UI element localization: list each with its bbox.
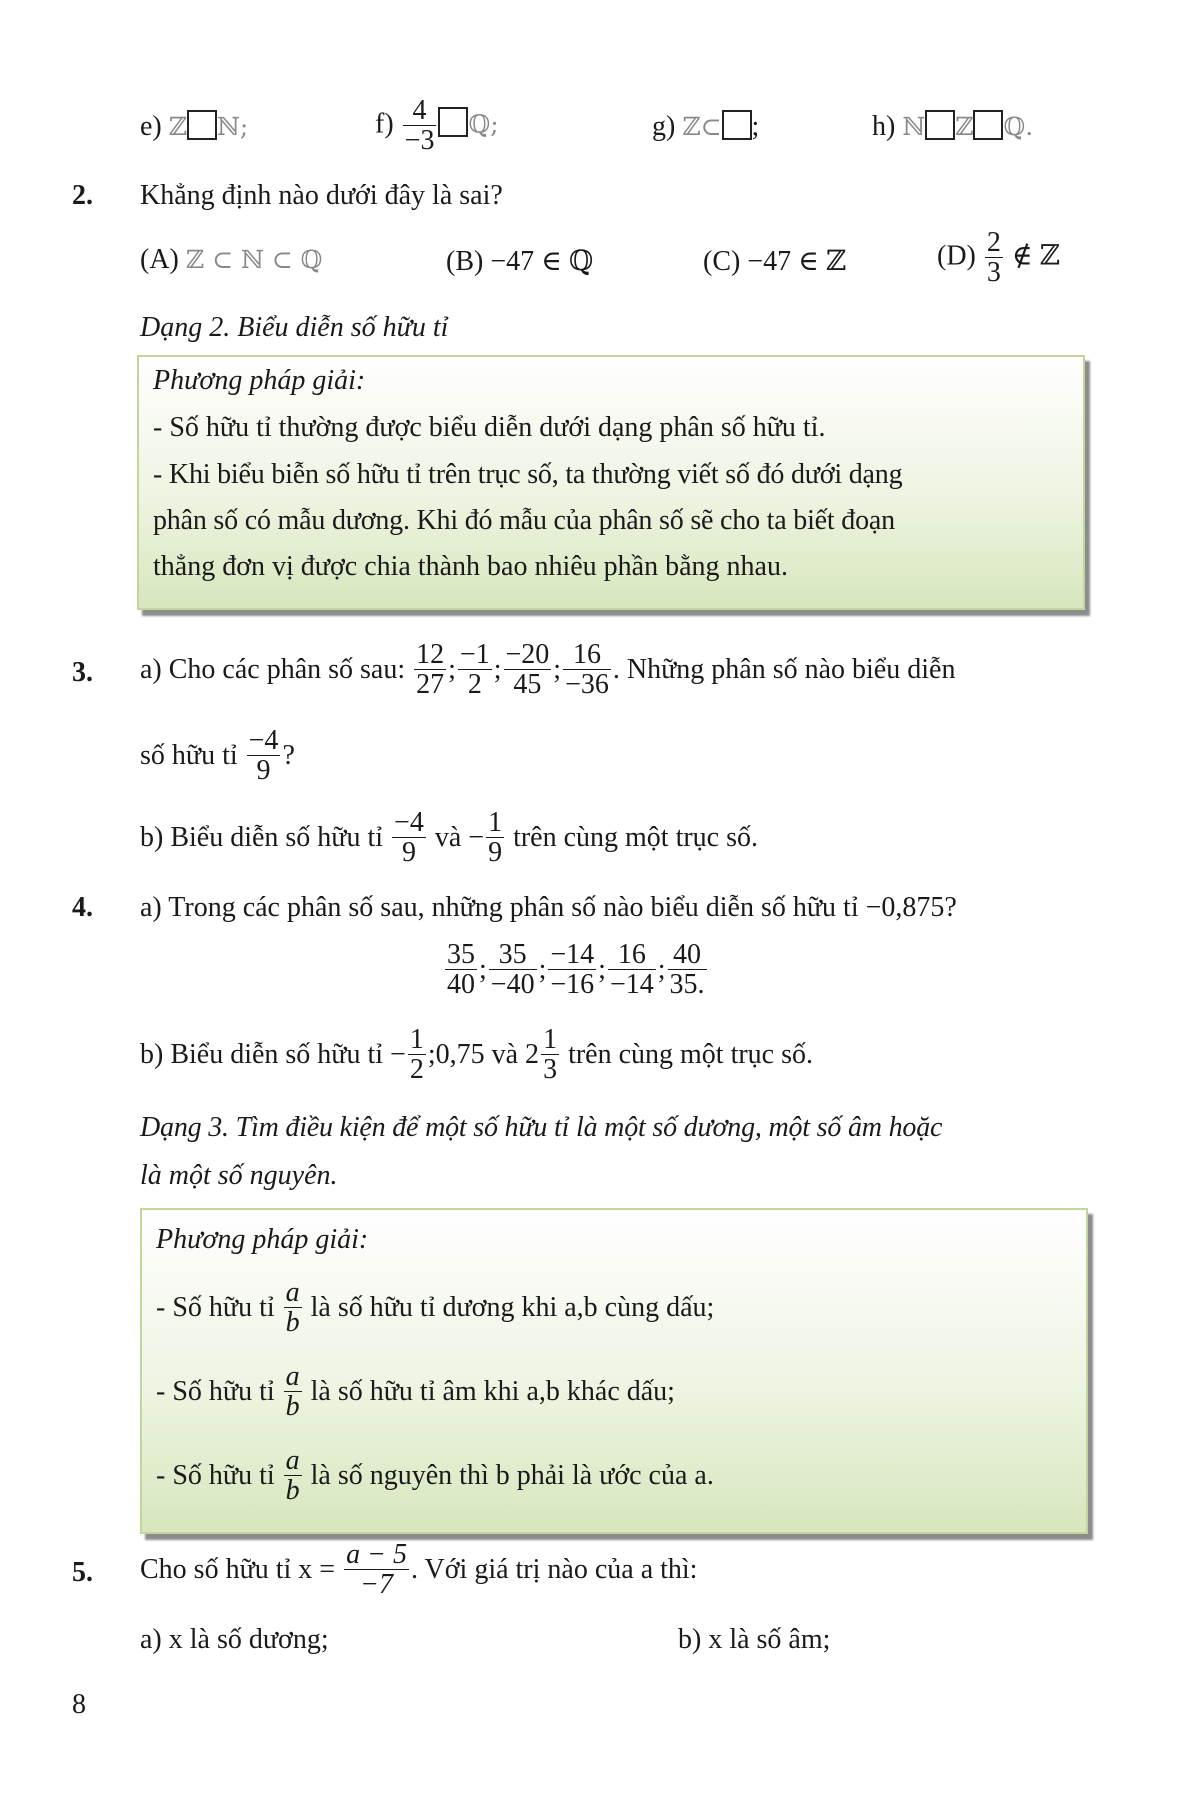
page-number: 8 [72,1689,86,1720]
q3-f4-den: −36 [565,669,609,701]
q3-f2-den: 2 [467,669,482,701]
q3-part-a-line-2 [140,726,295,786]
q3-fraction-4 [563,640,611,700]
q1-f-num: 4 [403,96,437,126]
q3-b-f1-num: −4 [394,807,424,838]
q1-f-den: −3 [404,125,435,157]
q1-item-g [652,110,759,143]
q3-fraction-3 [504,640,552,700]
dang2-method-line-2: - Khi biểu biễn số hữu tỉ trên trục số, ta thường viết số đó dưới dạng [153,459,903,490]
q1-h-label: h) [872,111,896,142]
q4-fraction-3 [548,940,596,1000]
q1-g-semicolon: ; [751,111,760,142]
dang3-rule-3-fraction [284,1446,302,1506]
q3-target-den: 9 [256,755,271,787]
q3-a-line2-suffix: ? [282,739,295,771]
q3-number: 3. [72,657,93,688]
q2-option-b [446,244,593,278]
q4-f4-den: −14 [609,969,654,1001]
q1-f-label: f) [375,108,394,140]
q4-b-mid: ;0,75 và 2 [427,1038,540,1070]
q3-fraction-1 [414,640,446,700]
q4-f1-den: 40 [447,969,475,1001]
q4-number: 4. [72,892,93,923]
dang3-rule-3-prefix: - Số hữu tỉ [156,1459,275,1491]
q2-d-num: 2 [986,227,1001,258]
dang3-title-line-1: Dạng 3. Tìm điều kiện để một số hữu tỉ là một số dương, một số âm hoặc [140,1112,943,1143]
q5-statement [140,1540,697,1600]
q3-b-f2-den: 9 [488,837,503,869]
q4-fraction-1 [445,940,477,1000]
q3-target-fraction [247,726,281,786]
dang3-rule-1-prefix: - Số hữu tỉ [156,1291,275,1323]
dang3-rule-2-prefix: - Số hữu tỉ [156,1375,275,1407]
dang3-r1-den: b [285,1307,300,1339]
q3-a-line2-prefix: số hữu tỉ [140,739,238,771]
q4-b-suffix: trên cùng một trục số. [568,1038,814,1070]
q5-prefix: Cho số hữu tỉ x = [140,1553,336,1585]
dang3-rule-1 [156,1278,714,1338]
q4-f3-num: −14 [550,939,595,970]
dang3-r3-num: a [285,1445,300,1476]
q1-g-set-a: ℤ⊂ [682,112,722,141]
dang3-rule-1-fraction [284,1278,302,1338]
q4-b-f1-den: 2 [409,1054,424,1086]
q2-option-d-fraction [985,228,1003,288]
q2-option-a-label: (A) [140,244,179,275]
q3-b-fraction-1 [392,808,426,868]
dang3-rule-3-suffix: là số nguyên thì b phải là ước của a. [310,1459,714,1491]
dang3-rule-3 [156,1446,714,1506]
dang3-title-line-2: là một số nguyên. [140,1160,338,1191]
q5-suffix: . Với giá trị nào của a thì: [411,1553,698,1585]
q5-fraction [344,1540,409,1600]
q4-b-fraction-1 [408,1025,426,1085]
q4-b-f2-den: 3 [543,1054,558,1086]
q1-e-set-a: ℤ [168,112,188,141]
q1-f-fraction [403,96,437,156]
q4-f5-den: 35. [669,969,705,1001]
q2-option-c-label: (C) [703,246,741,277]
q3-a-prefix: a) Cho các phân số sau: [140,653,406,685]
q3-fraction-2 [458,640,492,700]
dang2-method-title: Phương pháp giải: [153,365,366,396]
q3-f3-num: −20 [505,639,550,670]
q3-b-and: và − [434,821,485,853]
q2-option-d-text: ∉ ℤ [1011,240,1061,272]
q1-item-e [140,110,248,143]
q1-f-answer-box[interactable] [438,107,468,137]
q1-f-set-b: ℚ; [468,109,499,139]
dang3-r1-num: a [285,1277,300,1308]
q3-f4-num: 16 [563,640,611,670]
q4-fraction-4 [608,940,656,1000]
dang3-method-box [140,1208,1088,1534]
q2-option-c-text: −47 ∈ ℤ [747,246,847,277]
dang2-method-box [137,355,1085,610]
q4-part-b [140,1025,813,1085]
q4-b-prefix: b) Biểu diễn số hữu tỉ − [140,1038,406,1070]
q4-b-f1-num: 1 [409,1024,424,1055]
q3-f1-den: 27 [416,669,445,701]
q3-part-a-line-1: a) Cho các phân số sau: $\frac{12}{27}$ ; $\frac{-1}{2}$ ; $\frac{-20}{45}$ ; $\frac{16}{-36}$ . Những phân số nào biểu diễn [140,639,956,701]
q5-frac-den: −7 [360,1569,394,1601]
dang3-rule-2-suffix: là số hữu tỉ âm khi a,b khác dấu; [310,1375,675,1407]
q4-fraction-2 [489,940,537,1000]
q1-h-set-b: ℤ [955,112,974,141]
q1-e-set-b: ℕ; [217,112,249,141]
q1-item-f [375,96,499,156]
q4-f5-num: 40 [668,940,707,970]
q3-part-b [140,808,758,868]
q3-f1-num: 12 [416,639,445,670]
q5-frac-num: a − 5 [346,1539,408,1570]
q4-b-f2-num: 1 [543,1024,558,1055]
q3-target-num: −4 [248,725,279,756]
q2-option-d [937,228,1060,288]
q3-b-f2-num: 1 [488,807,503,838]
q4-f3-den: −16 [550,969,595,1001]
dang3-r3-den: b [285,1475,300,1507]
dang2-method-line-4: thẳng đơn vị được chia thành bao nhiêu phần bằng nhau. [153,551,788,582]
q2-option-d-label: (D) [937,240,976,272]
q2-option-a [140,244,322,276]
q2-option-a-text: ℤ ⊂ ℕ ⊂ ℚ [185,245,323,274]
q3-b-fraction-2 [486,808,504,868]
dang3-r2-num: a [285,1361,300,1392]
q4-part-a: a) Trong các phân số sau, những phân số nào biểu diễn số hữu tỉ −0,875? [140,892,957,923]
q4-f2-num: 35 [489,940,537,970]
q4-b-fraction-2 [541,1025,559,1085]
q1-e-label: e) [140,111,162,142]
q1-h-answer-box-2[interactable] [973,110,1003,140]
q2-question: Khẳng định nào dưới đây là sai? [140,180,503,211]
q4-f1-num: 35 [447,939,475,970]
q5-part-b: b) x là số âm; [678,1624,831,1655]
q1-h-set-a: ℕ [902,112,926,141]
q1-h-set-c: ℚ. [1003,112,1034,141]
q4-f2-den: −40 [490,969,535,1001]
q1-item-h [872,110,1033,143]
q1-e-answer-box[interactable] [187,110,217,140]
q4-fraction-list: $\frac{35}{40}$ ; $\frac{35}{-40}$ ; $\frac{-14}{-16}$ ; $\frac{16}{-14}$ ; $\frac{40}{35.}$ [447,939,705,1001]
q2-option-b-label: (B) [446,246,484,277]
dang3-rule-2 [156,1362,675,1422]
q4-fraction-5 [668,940,707,1000]
q1-g-label: g) [652,111,676,142]
q3-f3-den: 45 [513,669,542,701]
dang3-rule-1-suffix: là số hữu tỉ dương khi a,b cùng dấu; [310,1291,715,1323]
q3-a-suffix: . Những phân số nào biểu diễn [612,653,956,685]
dang2-title: Dạng 2. Biểu diễn số hữu tỉ [140,312,449,343]
q2-option-b-text: −47 ∈ ℚ [490,246,594,277]
q2-option-c [703,244,846,278]
dang3-r2-den: b [285,1391,300,1423]
q4-f4-num: 16 [608,940,656,970]
dang3-rule-2-fraction [284,1362,302,1422]
q1-h-answer-box-1[interactable] [925,110,955,140]
q3-b-prefix: b) Biểu diễn số hữu tỉ [140,821,384,853]
q2-number: 2. [72,180,93,211]
q5-number: 5. [72,1557,93,1588]
q2-d-den: 3 [986,257,1001,289]
q5-part-a: a) x là số dương; [140,1624,329,1655]
q3-f2-num: −1 [459,639,490,670]
dang2-method-line-3: phân số có mẫu dương. Khi đó mẫu của phân số sẽ cho ta biết đoạn [153,505,895,536]
dang2-method-line-1: - Số hữu tỉ thường được biểu diễn dưới dạng phân số hữu tỉ. [153,412,826,443]
q1-g-answer-box[interactable] [722,110,752,140]
q3-b-f1-den: 9 [401,837,416,869]
dang3-method-title: Phương pháp giải: [156,1224,369,1255]
q3-b-suffix: trên cùng một trục số. [513,821,759,853]
